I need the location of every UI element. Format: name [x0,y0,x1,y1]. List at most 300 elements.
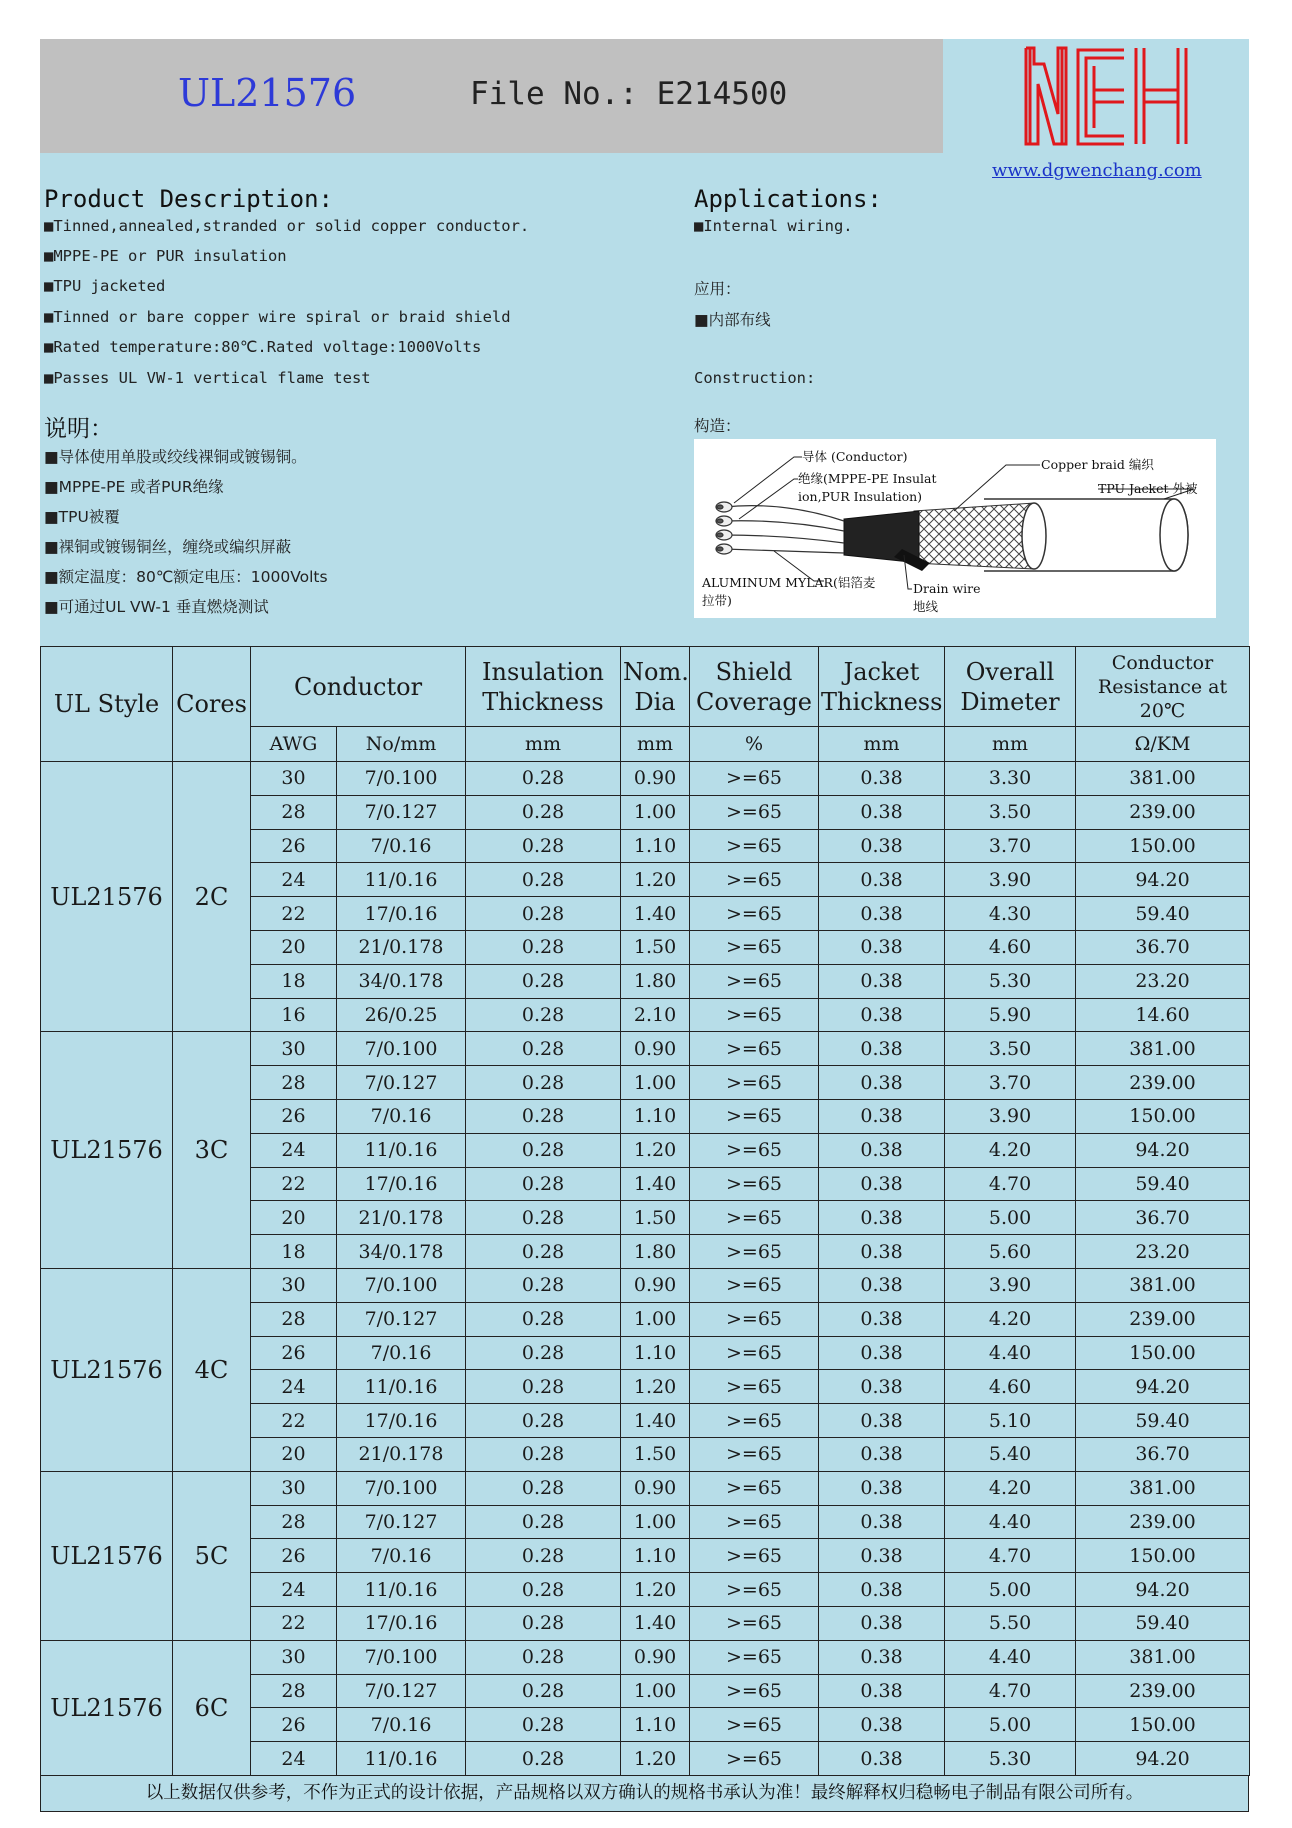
shield-cell: >=65 [690,1539,819,1573]
header-cores: Cores [173,647,251,762]
dia-cell: 0.90 [621,762,690,796]
cores-cell: 5C [173,1471,251,1640]
strand-cell: 7/0.127 [337,1674,466,1708]
insulation-cell: 0.28 [466,1742,621,1776]
shield-cell: >=65 [690,1404,819,1438]
shield-cell: >=65 [690,1032,819,1066]
overall-cell: 3.70 [945,1066,1076,1100]
strand-cell: 11/0.16 [337,1133,466,1167]
unit-insulation: mm [466,727,621,762]
strand-cell: 7/0.100 [337,762,466,796]
page-title: UL21576 [178,71,357,115]
dia-cell: 1.20 [621,1573,690,1607]
applications-line: ■Internal wiring. [694,217,853,235]
insulation-cell: 0.28 [466,998,621,1032]
cores-cell: 6C [173,1640,251,1775]
jacket-cell: 0.38 [819,897,945,931]
overall-cell: 4.20 [945,1133,1076,1167]
construction-label: Construction: [694,369,816,387]
strand-cell: 7/0.16 [337,1336,466,1370]
overall-cell: 4.60 [945,1370,1076,1404]
dia-cell: 1.10 [621,1336,690,1370]
jacket-cell: 0.38 [819,795,945,829]
description-cn-line: ■额定温度：80℃额定电压：1000Volts [44,568,328,586]
unit-awg: AWG [251,727,337,762]
unit-dia: mm [621,727,690,762]
insulation-cell: 0.28 [466,1099,621,1133]
unit-shield: % [690,727,819,762]
shield-cell: >=65 [690,1201,819,1235]
jacket-cell: 0.38 [819,1336,945,1370]
strand-cell: 11/0.16 [337,1573,466,1607]
product-description-title: Product Description: [44,185,333,213]
overall-cell: 3.90 [945,1268,1076,1302]
cores-cell: 3C [173,1032,251,1269]
jacket-cell: 0.38 [819,1573,945,1607]
shield-cell: >=65 [690,1336,819,1370]
awg-cell: 30 [251,1268,337,1302]
strand-cell: 26/0.25 [337,998,466,1032]
description-line: ■Tinned or bare copper wire spiral or braid shield [44,308,511,326]
jacket-cell: 0.38 [819,1640,945,1674]
awg-cell: 26 [251,1539,337,1573]
jacket-cell: 0.38 [819,1066,945,1100]
wch-logo-graphic [1020,44,1190,152]
jacket-cell: 0.38 [819,1099,945,1133]
strand-cell: 17/0.16 [337,1404,466,1438]
ul-style-cell: UL21576 [41,1640,173,1775]
resistance-cell: 59.40 [1076,1606,1250,1640]
insulation-cell: 0.28 [466,1539,621,1573]
table-row [41,1640,1250,1674]
overall-cell: 4.40 [945,1640,1076,1674]
resistance-cell: 239.00 [1076,1066,1250,1100]
dia-cell: 1.00 [621,795,690,829]
shield-cell: >=65 [690,1167,819,1201]
resistance-cell: 59.40 [1076,1404,1250,1438]
description-cn-line: ■可通过UL VW-1 垂直燃烧测试 [44,598,269,616]
strand-cell: 11/0.16 [337,863,466,897]
unit-overall: mm [945,727,1076,762]
insulation-cell: 0.28 [466,863,621,897]
dia-cell: 0.90 [621,1268,690,1302]
header-insulation: Insulation Thickness [466,647,621,727]
label-drain-2: 地线 [913,599,939,614]
resistance-cell: 150.00 [1076,1336,1250,1370]
label-mylar: ALUMINUM MYLAR(铝箔麦 [702,575,876,590]
resistance-cell: 381.00 [1076,762,1250,796]
dia-cell: 1.20 [621,1370,690,1404]
jacket-cell: 0.38 [819,1032,945,1066]
label-insulation: 绝缘(MPPE-PE Insulat [798,471,937,486]
awg-cell: 22 [251,1404,337,1438]
jacket-cell: 0.38 [819,1742,945,1776]
awg-cell: 24 [251,1133,337,1167]
overall-cell: 3.90 [945,863,1076,897]
dia-cell: 1.40 [621,1606,690,1640]
jacket-cell: 0.38 [819,930,945,964]
insulation-cell: 0.28 [466,1573,621,1607]
awg-cell: 30 [251,762,337,796]
awg-cell: 18 [251,1235,337,1269]
insulation-cell: 0.28 [466,1133,621,1167]
insulation-cell: 0.28 [466,1032,621,1066]
label-conductor: 导体 (Conductor) [802,449,908,464]
resistance-cell: 381.00 [1076,1268,1250,1302]
strand-cell: 17/0.16 [337,1606,466,1640]
overall-cell: 5.30 [945,964,1076,998]
dia-cell: 1.50 [621,1201,690,1235]
dia-cell: 0.90 [621,1032,690,1066]
awg-cell: 20 [251,1201,337,1235]
dia-cell: 1.00 [621,1674,690,1708]
strand-cell: 17/0.16 [337,1167,466,1201]
awg-cell: 24 [251,1742,337,1776]
dia-cell: 1.10 [621,829,690,863]
dia-cell: 1.00 [621,1302,690,1336]
shield-cell: >=65 [690,1370,819,1404]
dia-cell: 1.50 [621,930,690,964]
strand-cell: 34/0.178 [337,1235,466,1269]
resistance-cell: 23.20 [1076,964,1250,998]
resistance-cell: 59.40 [1076,897,1250,931]
resistance-cell: 150.00 [1076,829,1250,863]
strand-cell: 7/0.127 [337,1505,466,1539]
table-row [41,1032,1250,1066]
insulation-cell: 0.28 [466,1167,621,1201]
strand-cell: 7/0.16 [337,829,466,863]
insulation-cell: 0.28 [466,1606,621,1640]
insulation-cell: 0.28 [466,1708,621,1742]
file-number: File No.: E214500 [470,76,788,112]
label-braid: Copper braid 编织 [1041,457,1154,472]
spec-table [40,646,1250,1776]
resistance-cell: 239.00 [1076,795,1250,829]
resistance-cell: 239.00 [1076,1674,1250,1708]
strand-cell: 11/0.16 [337,1742,466,1776]
jacket-cell: 0.38 [819,1201,945,1235]
insulation-cell: 0.28 [466,930,621,964]
insulation-cell: 0.28 [466,1201,621,1235]
resistance-cell: 94.20 [1076,1133,1250,1167]
strand-cell: 7/0.16 [337,1099,466,1133]
resistance-cell: 381.00 [1076,1032,1250,1066]
shield-cell: >=65 [690,1742,819,1776]
overall-cell: 5.00 [945,1201,1076,1235]
jacket-cell: 0.38 [819,829,945,863]
strand-cell: 34/0.178 [337,964,466,998]
shield-cell: >=65 [690,1606,819,1640]
overall-cell: 5.30 [945,1742,1076,1776]
shield-cell: >=65 [690,1471,819,1505]
awg-cell: 28 [251,1302,337,1336]
resistance-cell: 239.00 [1076,1302,1250,1336]
cores-cell: 2C [173,762,251,1032]
dia-cell: 1.10 [621,1539,690,1573]
ul-style-cell: UL21576 [41,1471,173,1640]
cores-cell: 4C [173,1268,251,1471]
resistance-cell: 94.20 [1076,863,1250,897]
insulation-cell: 0.28 [466,1235,621,1269]
shield-cell: >=65 [690,1133,819,1167]
shield-cell: >=65 [690,1573,819,1607]
label-drain: Drain wire [913,581,981,596]
resistance-cell: 94.20 [1076,1370,1250,1404]
shield-cell: >=65 [690,1066,819,1100]
dia-cell: 1.80 [621,964,690,998]
overall-cell: 4.70 [945,1167,1076,1201]
jacket-cell: 0.38 [819,1606,945,1640]
unit-resistance: Ω/KM [1076,727,1250,762]
resistance-cell: 94.20 [1076,1742,1250,1776]
insulation-cell: 0.28 [466,1336,621,1370]
overall-cell: 5.60 [945,1235,1076,1269]
jacket-cell: 0.38 [819,1471,945,1505]
resistance-cell: 36.70 [1076,1437,1250,1471]
dia-cell: 1.10 [621,1099,690,1133]
construction-cn-label: 构造： [694,417,741,435]
awg-cell: 26 [251,1708,337,1742]
shield-cell: >=65 [690,1674,819,1708]
awg-cell: 24 [251,863,337,897]
shield-cell: >=65 [690,795,819,829]
overall-cell: 5.00 [945,1573,1076,1607]
resistance-cell: 36.70 [1076,1201,1250,1235]
overall-cell: 3.70 [945,829,1076,863]
jacket-cell: 0.38 [819,1708,945,1742]
insulation-cell: 0.28 [466,1471,621,1505]
overall-cell: 5.90 [945,998,1076,1032]
resistance-cell: 150.00 [1076,1708,1250,1742]
strand-cell: 11/0.16 [337,1370,466,1404]
strand-cell: 7/0.16 [337,1539,466,1573]
jacket-cell: 0.38 [819,1505,945,1539]
awg-cell: 22 [251,1167,337,1201]
strand-cell: 21/0.178 [337,1437,466,1471]
label-jacket: TPU Jacket 外被 [1098,481,1198,496]
description-cn-line: ■裸铜或镀锡铜丝，缠绕或编织屏蔽 [44,538,292,556]
shield-cell: >=65 [690,964,819,998]
construction-diagram [694,439,1216,618]
jacket-cell: 0.38 [819,1437,945,1471]
awg-cell: 28 [251,1066,337,1100]
description-line: ■Rated temperature:80℃.Rated voltage:1000Volts [44,338,482,356]
header-bar [40,39,943,153]
strand-cell: 7/0.16 [337,1708,466,1742]
awg-cell: 26 [251,829,337,863]
overall-cell: 4.70 [945,1539,1076,1573]
strand-cell: 7/0.127 [337,1066,466,1100]
resistance-cell: 59.40 [1076,1167,1250,1201]
label-mylar-2: 拉带) [702,593,732,608]
shield-cell: >=65 [690,829,819,863]
overall-cell: 5.00 [945,1708,1076,1742]
insulation-cell: 0.28 [466,1505,621,1539]
dia-cell: 1.40 [621,1404,690,1438]
braid-shape [914,503,1034,569]
shield-cell: >=65 [690,1708,819,1742]
resistance-cell: 94.20 [1076,1573,1250,1607]
awg-cell: 30 [251,1640,337,1674]
dia-cell: 1.10 [621,1708,690,1742]
insulation-cell: 0.28 [466,1437,621,1471]
awg-cell: 22 [251,1606,337,1640]
jacket-cell: 0.38 [819,1404,945,1438]
unit-strand: No/mm [337,727,466,762]
jacket-cell: 0.38 [819,998,945,1032]
applications-cn-label: 应用： [694,280,741,298]
dia-cell: 1.00 [621,1066,690,1100]
insulation-cell: 0.28 [466,964,621,998]
overall-cell: 4.60 [945,930,1076,964]
overall-cell: 4.70 [945,1674,1076,1708]
awg-cell: 26 [251,1336,337,1370]
header-conductor: Conductor [251,647,466,727]
resistance-cell: 150.00 [1076,1539,1250,1573]
dia-cell: 1.20 [621,1133,690,1167]
jacket-cell: 0.38 [819,1133,945,1167]
strand-cell: 21/0.178 [337,930,466,964]
strand-cell: 7/0.100 [337,1032,466,1066]
insulation-cell: 0.28 [466,829,621,863]
dia-cell: 0.90 [621,1471,690,1505]
shield-cell: >=65 [690,1505,819,1539]
strand-cell: 21/0.178 [337,1201,466,1235]
dia-cell: 1.00 [621,1505,690,1539]
jacket-cell: 0.38 [819,1167,945,1201]
jacket-cell: 0.38 [819,1302,945,1336]
dia-cell: 1.20 [621,1742,690,1776]
insulation-cell: 0.28 [466,1066,621,1100]
insulation-cell: 0.28 [466,1674,621,1708]
description-cn-line: ■TPU被覆 [44,508,120,526]
website-link[interactable]: www.dgwenchang.com [992,160,1202,181]
resistance-cell: 239.00 [1076,1505,1250,1539]
awg-cell: 24 [251,1573,337,1607]
disclaimer-footer: 以上数据仅供参考，不作为正式的设计依据，产品规格以双方确认的规格书承认为准！最终解释权归稳畅电子制品有限公司所有。 [40,1775,1249,1812]
shield-cell: >=65 [690,930,819,964]
description-line: ■TPU jacketed [44,277,166,295]
jacket-cell: 0.38 [819,1235,945,1269]
awg-cell: 20 [251,1437,337,1471]
shield-cell: >=65 [690,762,819,796]
strand-cell: 7/0.127 [337,795,466,829]
resistance-cell: 36.70 [1076,930,1250,964]
jacket-cell: 0.38 [819,762,945,796]
description-cn-line: ■MPPE-PE 或者PUR绝缘 [44,478,224,496]
awg-cell: 16 [251,998,337,1032]
jacket-cell: 0.38 [819,863,945,897]
ul-style-cell: UL21576 [41,1268,173,1471]
awg-cell: 26 [251,1099,337,1133]
insulation-cell: 0.28 [466,762,621,796]
shield-cell: >=65 [690,1268,819,1302]
overall-cell: 5.10 [945,1404,1076,1438]
shield-cell: >=65 [690,1235,819,1269]
dia-cell: 1.40 [621,1167,690,1201]
dia-cell: 1.80 [621,1235,690,1269]
resistance-cell: 381.00 [1076,1640,1250,1674]
awg-cell: 20 [251,930,337,964]
insulation-cell: 0.28 [466,1268,621,1302]
resistance-cell: 23.20 [1076,1235,1250,1269]
awg-cell: 22 [251,897,337,931]
resistance-cell: 381.00 [1076,1471,1250,1505]
header-shield: Shield Coverage [690,647,819,727]
awg-cell: 18 [251,964,337,998]
overall-cell: 4.30 [945,897,1076,931]
description-cn-line: ■导体使用单股或绞线裸铜或镀锡铜。 [44,448,307,466]
shield-cell: >=65 [690,1640,819,1674]
jacket-cell: 0.38 [819,1539,945,1573]
table-row [41,1268,1250,1302]
jacket-cell: 0.38 [819,964,945,998]
overall-cell: 4.20 [945,1302,1076,1336]
awg-cell: 30 [251,1032,337,1066]
shield-cell: >=65 [690,998,819,1032]
dia-cell: 1.50 [621,1437,690,1471]
overall-cell: 3.50 [945,1032,1076,1066]
shield-cell: >=65 [690,1437,819,1471]
overall-cell: 3.90 [945,1099,1076,1133]
description-line: ■Tinned,annealed,stranded or solid copper conductor. [44,217,530,235]
shield-cell: >=65 [690,1099,819,1133]
awg-cell: 28 [251,795,337,829]
awg-cell: 24 [251,1370,337,1404]
description-line: ■Passes UL VW-1 vertical flame test [44,369,371,387]
insulation-cell: 0.28 [466,897,621,931]
dia-cell: 1.20 [621,863,690,897]
description-line: ■MPPE-PE or PUR insulation [44,247,287,265]
dia-cell: 1.40 [621,897,690,931]
header-overall: Overall Dimeter [945,647,1076,727]
table-row [41,762,1250,796]
overall-cell: 3.50 [945,795,1076,829]
strand-cell: 7/0.100 [337,1268,466,1302]
applications-cn-line: ■内部布线 [694,311,771,329]
dia-cell: 0.90 [621,1640,690,1674]
ul-style-cell: UL21576 [41,1032,173,1269]
jacket-cell: 0.38 [819,1268,945,1302]
resistance-cell: 150.00 [1076,1099,1250,1133]
overall-cell: 4.40 [945,1505,1076,1539]
jacket-cell: 0.38 [819,1674,945,1708]
insulation-cell: 0.28 [466,1370,621,1404]
header-jacket: Jacket Thickness [819,647,945,727]
header-resistance: Conductor Resistance at 20℃ [1076,647,1250,727]
jacket-cell: 0.38 [819,1370,945,1404]
insulation-cell: 0.28 [466,1302,621,1336]
strand-cell: 7/0.127 [337,1302,466,1336]
overall-cell: 5.40 [945,1437,1076,1471]
unit-jacket: mm [819,727,945,762]
strand-cell: 7/0.100 [337,1471,466,1505]
label-insulation-2: ion,PUR Insulation) [798,489,923,504]
insulation-cell: 0.28 [466,795,621,829]
header-ul-style: UL Style [41,647,173,762]
shield-cell: >=65 [690,1302,819,1336]
awg-cell: 28 [251,1505,337,1539]
insulation-cell: 0.28 [466,1640,621,1674]
awg-cell: 30 [251,1471,337,1505]
overall-cell: 4.40 [945,1336,1076,1370]
header-nom-dia: Nom. Dia [621,647,690,727]
ul-style-cell: UL21576 [41,762,173,1032]
resistance-cell: 14.60 [1076,998,1250,1032]
shield-cell: >=65 [690,897,819,931]
description-cn-title: 说明： [44,416,113,442]
shield-cell: >=65 [690,863,819,897]
